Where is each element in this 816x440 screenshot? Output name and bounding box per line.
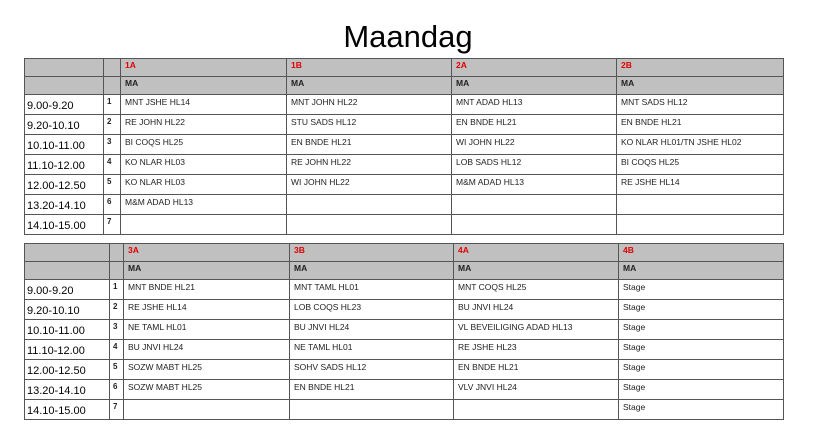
table-row bbox=[25, 195, 784, 215]
subheader: MA bbox=[454, 262, 619, 280]
header-blank bbox=[110, 244, 124, 262]
period-number: 7 bbox=[110, 400, 124, 420]
lesson-cell bbox=[290, 400, 454, 420]
lesson-cell bbox=[617, 195, 784, 215]
table-row bbox=[25, 280, 784, 300]
lesson-cell: VLV JNVI HL24 bbox=[454, 380, 619, 400]
header-blank bbox=[110, 262, 124, 280]
subheader: MA bbox=[619, 262, 784, 280]
header-blank bbox=[104, 77, 121, 95]
table-row bbox=[25, 400, 784, 420]
lesson-cell: SOHV SADS HL12 bbox=[290, 360, 454, 380]
class-header: 4B bbox=[619, 244, 784, 262]
table-row bbox=[25, 380, 784, 400]
subheader: MA bbox=[124, 262, 290, 280]
lesson-cell: Stage bbox=[619, 320, 784, 340]
subheader: MA bbox=[287, 77, 452, 95]
lesson-cell: MNT JSHE HL14 bbox=[121, 95, 287, 115]
period-number: 5 bbox=[110, 360, 124, 380]
time-slot: 14.10-15.00 bbox=[25, 215, 104, 235]
table-row bbox=[25, 215, 784, 235]
table-row bbox=[25, 135, 784, 155]
time-slot: 11.10-12.00 bbox=[25, 155, 104, 175]
subheader: MA bbox=[452, 77, 617, 95]
time-slot: 13.20-14.10 bbox=[25, 380, 110, 400]
time-slot: 14.10-15.00 bbox=[25, 400, 110, 420]
lesson-cell: EN BNDE HL21 bbox=[454, 360, 619, 380]
period-number: 1 bbox=[104, 95, 121, 115]
lesson-cell: MNT JOHN HL22 bbox=[287, 95, 452, 115]
time-slot: 9.00-9.20 bbox=[25, 95, 104, 115]
class-header: 2A bbox=[452, 59, 617, 77]
class-header: 1A bbox=[121, 59, 287, 77]
table-row bbox=[25, 360, 784, 380]
lesson-cell: RE JOHN HL22 bbox=[287, 155, 452, 175]
class-header-row bbox=[25, 244, 784, 262]
lesson-cell: RE JSHE HL14 bbox=[617, 175, 784, 195]
lesson-cell: LOB SADS HL12 bbox=[452, 155, 617, 175]
lesson-cell: Stage bbox=[619, 300, 784, 320]
time-slot: 10.10-11.00 bbox=[25, 135, 104, 155]
lesson-cell: MNT COQS HL25 bbox=[454, 280, 619, 300]
class-header: 1B bbox=[287, 59, 452, 77]
lesson-cell: BI COQS HL25 bbox=[617, 155, 784, 175]
lesson-cell bbox=[287, 195, 452, 215]
period-number: 5 bbox=[104, 175, 121, 195]
table-row bbox=[25, 175, 784, 195]
time-slot: 13.20-14.10 bbox=[25, 195, 104, 215]
class-header-row bbox=[25, 59, 784, 77]
header-blank bbox=[25, 262, 110, 280]
period-number: 3 bbox=[110, 320, 124, 340]
time-slot: 9.20-10.10 bbox=[25, 115, 104, 135]
period-number: 6 bbox=[104, 195, 121, 215]
time-slot: 10.10-11.00 bbox=[25, 320, 110, 340]
lesson-cell: EN BNDE HL21 bbox=[287, 135, 452, 155]
class-header: 3A bbox=[124, 244, 290, 262]
period-number: 1 bbox=[110, 280, 124, 300]
subheader-row bbox=[25, 262, 784, 280]
lesson-cell: STU SADS HL12 bbox=[287, 115, 452, 135]
header-blank bbox=[25, 59, 104, 77]
timetable-1 bbox=[24, 58, 784, 235]
lesson-cell: RE JOHN HL22 bbox=[121, 115, 287, 135]
lesson-cell: EN BNDE HL21 bbox=[290, 380, 454, 400]
class-header: 4A bbox=[454, 244, 619, 262]
lesson-cell: Stage bbox=[619, 400, 784, 420]
table-row bbox=[25, 115, 784, 135]
time-slot: 9.00-9.20 bbox=[25, 280, 110, 300]
lesson-cell: MNT TAML HL01 bbox=[290, 280, 454, 300]
lesson-cell: BU JNVI HL24 bbox=[124, 340, 290, 360]
lesson-cell: BU JNVI HL24 bbox=[454, 300, 619, 320]
class-header: 3B bbox=[290, 244, 454, 262]
lesson-cell: BU JNVI HL24 bbox=[290, 320, 454, 340]
lesson-cell bbox=[124, 400, 290, 420]
header-blank bbox=[25, 77, 104, 95]
lesson-cell: MNT SADS HL12 bbox=[617, 95, 784, 115]
lesson-cell: KO NLAR HL03 bbox=[121, 155, 287, 175]
lesson-cell: MNT BNDE HL21 bbox=[124, 280, 290, 300]
timetable-2 bbox=[24, 243, 784, 420]
lesson-cell: WI JOHN HL22 bbox=[452, 135, 617, 155]
time-slot: 12.00-12.50 bbox=[25, 360, 110, 380]
period-number: 3 bbox=[104, 135, 121, 155]
lesson-cell: Stage bbox=[619, 280, 784, 300]
lesson-cell bbox=[452, 195, 617, 215]
lesson-cell: Stage bbox=[619, 380, 784, 400]
period-number: 2 bbox=[110, 300, 124, 320]
class-header: 2B bbox=[617, 59, 784, 77]
lesson-cell bbox=[452, 215, 617, 235]
lesson-cell bbox=[454, 400, 619, 420]
time-slot: 11.10-12.00 bbox=[25, 340, 110, 360]
subheader: MA bbox=[121, 77, 287, 95]
lesson-cell: KO NLAR HL01/TN JSHE HL02 bbox=[617, 135, 784, 155]
lesson-cell: MNT ADAD HL13 bbox=[452, 95, 617, 115]
period-number: 4 bbox=[110, 340, 124, 360]
lesson-cell: EN BNDE HL21 bbox=[452, 115, 617, 135]
subheader-row bbox=[25, 77, 784, 95]
subheader: MA bbox=[290, 262, 454, 280]
lesson-cell: NE TAML HL01 bbox=[290, 340, 454, 360]
lesson-cell: M&M ADAD HL13 bbox=[121, 195, 287, 215]
period-number: 6 bbox=[110, 380, 124, 400]
lesson-cell: EN BNDE HL21 bbox=[617, 115, 784, 135]
table-row bbox=[25, 155, 784, 175]
lesson-cell: NE TAML HL01 bbox=[124, 320, 290, 340]
header-blank bbox=[104, 59, 121, 77]
lesson-cell: SOZW MABT HL25 bbox=[124, 360, 290, 380]
period-number: 7 bbox=[104, 215, 121, 235]
lesson-cell: Stage bbox=[619, 360, 784, 380]
table-row bbox=[25, 340, 784, 360]
lesson-cell: RE JSHE HL23 bbox=[454, 340, 619, 360]
lesson-cell: WI JOHN HL22 bbox=[287, 175, 452, 195]
time-slot: 9.20-10.10 bbox=[25, 300, 110, 320]
lesson-cell: LOB COQS HL23 bbox=[290, 300, 454, 320]
lesson-cell: KO NLAR HL03 bbox=[121, 175, 287, 195]
table-row bbox=[25, 95, 784, 115]
time-slot: 12.00-12.50 bbox=[25, 175, 104, 195]
lesson-cell: M&M ADAD HL13 bbox=[452, 175, 617, 195]
lesson-cell: Stage bbox=[619, 340, 784, 360]
lesson-cell: VL BEVEILIGING ADAD HL13 bbox=[454, 320, 619, 340]
table-row bbox=[25, 300, 784, 320]
lesson-cell bbox=[287, 215, 452, 235]
lesson-cell: RE JSHE HL14 bbox=[124, 300, 290, 320]
page-title: Maandag bbox=[343, 19, 473, 54]
period-number: 4 bbox=[104, 155, 121, 175]
period-number: 2 bbox=[104, 115, 121, 135]
header-blank bbox=[25, 244, 110, 262]
table-row bbox=[25, 320, 784, 340]
lesson-cell: SOZW MABT HL25 bbox=[124, 380, 290, 400]
lesson-cell bbox=[121, 215, 287, 235]
lesson-cell: BI COQS HL25 bbox=[121, 135, 287, 155]
subheader: MA bbox=[617, 77, 784, 95]
lesson-cell bbox=[617, 215, 784, 235]
